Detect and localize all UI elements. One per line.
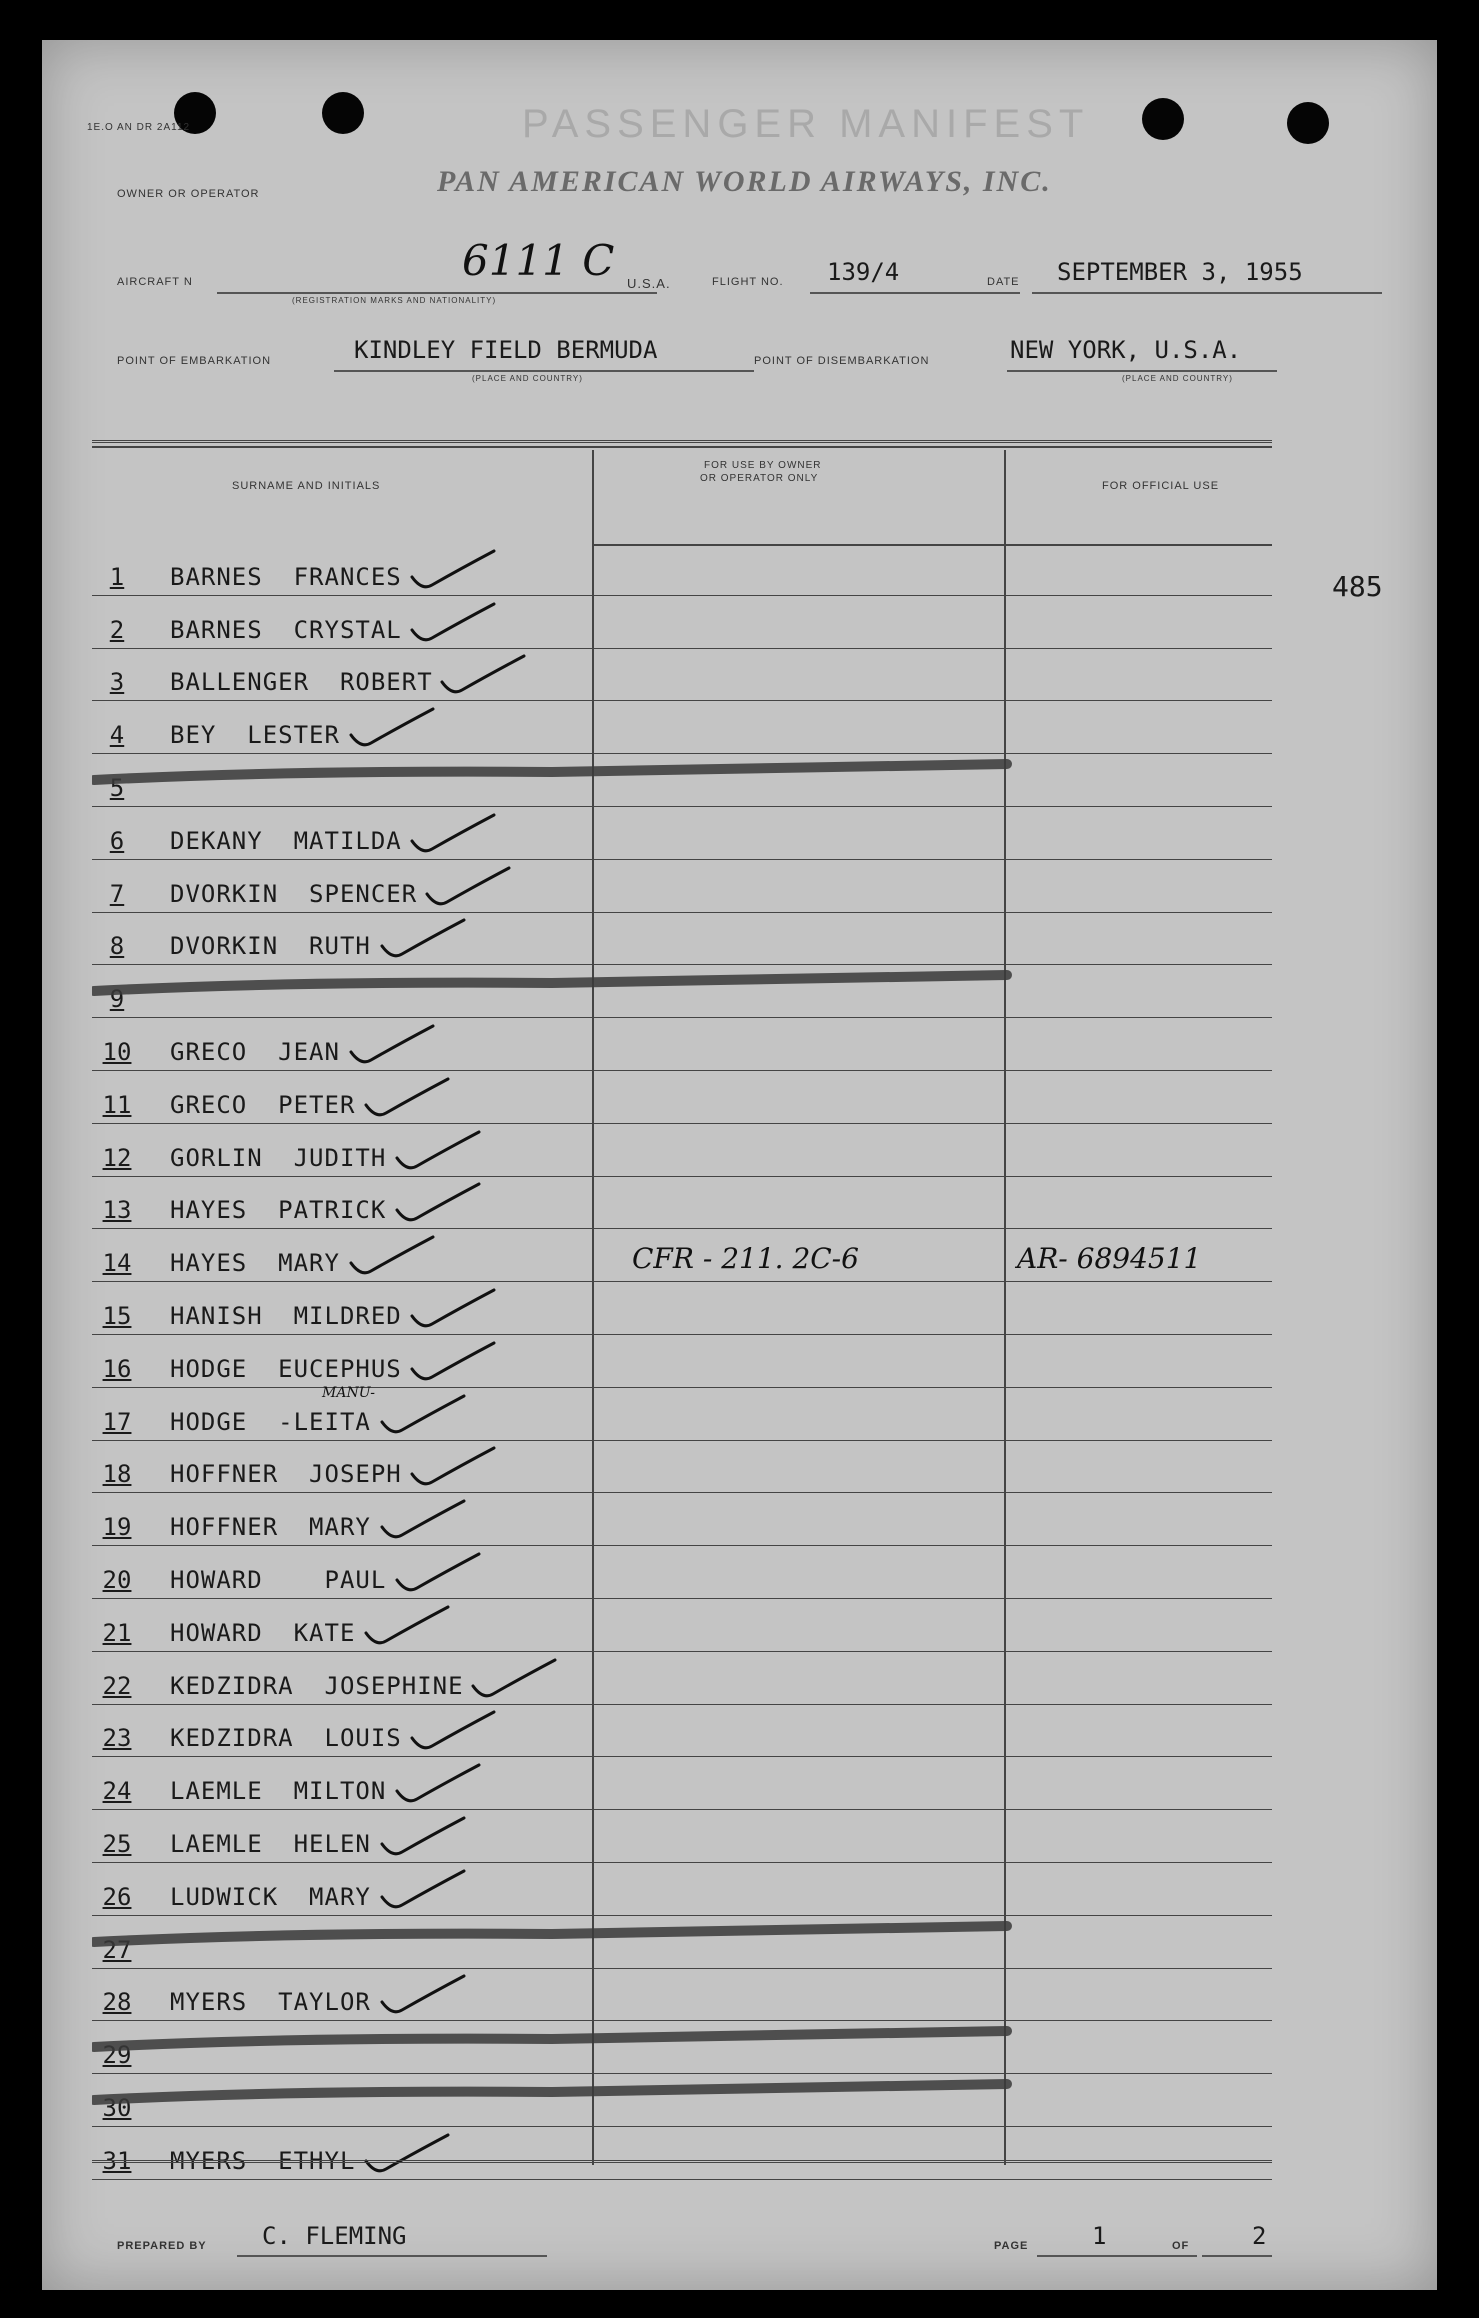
passenger-name: KEDZIDRA JOSEPHINE [170, 1671, 464, 1700]
of-value: 2 [1252, 2222, 1267, 2250]
prepared-label: PREPARED BY [117, 2240, 207, 2252]
passenger-name: DVORKIN RUTH [170, 932, 371, 961]
page-value: 1 [1092, 2222, 1107, 2250]
embark-label: POINT OF EMBARKATION [117, 355, 272, 367]
row-number: 5 [109, 773, 125, 802]
row-rule [92, 1123, 1272, 1124]
passenger-name: KEDZIDRA LOUIS [170, 1724, 402, 1753]
check-mark-icon [408, 600, 498, 646]
passenger-name: HANISH MILDRED [170, 1301, 402, 1330]
check-mark-icon [378, 1392, 468, 1438]
table-row [92, 1384, 1272, 1442]
row-number: 30 [102, 2093, 132, 2122]
passenger-name: MYERS ETHYL [170, 2146, 356, 2175]
passenger-name: HOWARD KATE [170, 1618, 356, 1647]
row-number: 2 [109, 615, 125, 644]
row-number: 17 [102, 1407, 132, 1436]
form-code: 1E.O AN DR 2A112 [87, 122, 191, 133]
table-row [92, 755, 1272, 808]
check-mark-icon [408, 547, 498, 593]
embark-value: KINDLEY FIELD BERMUDA [354, 336, 658, 364]
handwritten-insert: MANU- [322, 1384, 375, 1401]
owner-label: OWNER OR OPERATOR [117, 188, 260, 200]
strike-through-mark [92, 961, 1012, 1009]
row-number: 20 [102, 1565, 132, 1594]
passenger-name: HOFFNER JOSEPH [170, 1460, 402, 1489]
check-mark-icon [362, 1075, 452, 1121]
table-row [92, 544, 1272, 597]
row-number: 1 [109, 562, 125, 591]
owner-note: CFR - 211. 2C-6 [632, 1242, 859, 1276]
date-value: SEPTEMBER 3, 1955 [1057, 258, 1303, 286]
prepared-value: C. FLEMING [262, 2222, 407, 2250]
passenger-name: DEKANY MATILDA [170, 826, 402, 855]
table-row [92, 1336, 1272, 1389]
table-row [92, 1178, 1272, 1231]
passenger-name: LUDWICK MARY [170, 1882, 371, 1911]
check-mark-icon [378, 1867, 468, 1913]
table-row [92, 650, 1272, 703]
row-rule [92, 1387, 1272, 1388]
table-row [92, 1019, 1272, 1072]
table-row [92, 914, 1272, 967]
embark-caption: (PLACE AND COUNTRY) [472, 374, 583, 383]
row-number: 11 [102, 1090, 132, 1119]
passenger-name: BEY LESTER [170, 721, 340, 750]
page-label: PAGE [994, 2240, 1029, 2252]
column-header-surname: SURNAME AND INITIALS [232, 480, 381, 492]
row-rule [92, 1968, 1272, 1969]
passenger-table [92, 440, 1272, 2175]
check-mark-icon [393, 1550, 483, 1596]
check-mark-icon [347, 1022, 437, 1068]
column-header-official: FOR OFFICIAL USE [1102, 480, 1220, 492]
punch-hole-right-1 [1142, 98, 1184, 140]
row-number: 18 [102, 1460, 132, 1489]
check-mark-icon [347, 1233, 437, 1279]
table-row [92, 1283, 1272, 1336]
row-rule [92, 648, 1272, 649]
table-row [92, 1864, 1272, 1917]
row-rule [92, 1809, 1272, 1810]
passenger-name: LAEMLE MILTON [170, 1777, 387, 1806]
table-row [92, 1653, 1272, 1706]
row-rule [92, 1704, 1272, 1705]
passenger-name: LAEMLE HELEN [170, 1829, 371, 1858]
row-rule [92, 1756, 1272, 1757]
row-number: 22 [102, 1671, 132, 1700]
row-number: 13 [102, 1196, 132, 1225]
row-number: 28 [102, 1988, 132, 2017]
passenger-name: HODGE EUCEPHUS [170, 1354, 402, 1383]
table-row [92, 966, 1272, 1019]
row-rule [92, 2179, 1272, 2180]
row-number: 6 [109, 826, 125, 855]
row-rule [92, 1440, 1272, 1441]
manifest-sheet [42, 40, 1437, 2290]
row-number: 26 [102, 1882, 132, 1911]
passenger-name: HOWARD PAUL [170, 1565, 387, 1594]
of-label: OF [1172, 2240, 1190, 2252]
row-rule [92, 2126, 1272, 2127]
passenger-name: BARNES FRANCES [170, 562, 402, 591]
row-rule [92, 912, 1272, 913]
row-rule [92, 1492, 1272, 1493]
column-header-owner-line2: OR OPERATOR ONLY [700, 473, 819, 484]
check-mark-icon [378, 916, 468, 962]
row-rule [92, 806, 1272, 807]
row-number: 9 [109, 985, 125, 1014]
row-number: 3 [109, 668, 125, 697]
check-mark-icon [378, 1972, 468, 2018]
strike-through-mark [92, 2070, 1012, 2118]
check-mark-icon [393, 1128, 483, 1174]
registration-caption: (REGISTRATION MARKS AND NATIONALITY) [292, 296, 497, 305]
table-row [92, 702, 1272, 755]
row-rule [92, 859, 1272, 860]
table-row [92, 1125, 1272, 1178]
row-number: 4 [109, 721, 125, 750]
row-number: 27 [102, 1935, 132, 1964]
row-number: 31 [102, 2146, 132, 2175]
row-rule [92, 1176, 1272, 1177]
passenger-name: GRECO JEAN [170, 1037, 340, 1066]
official-note: AR- 6894511 [1017, 1242, 1202, 1276]
strike-through-mark [92, 750, 1012, 798]
table-row [92, 1230, 1272, 1283]
passenger-name: GORLIN JUDITH [170, 1143, 387, 1172]
passenger-name: HAYES MARY [170, 1249, 340, 1278]
check-mark-icon [469, 1656, 559, 1702]
table-row [92, 1970, 1272, 2023]
table-row [92, 1072, 1272, 1125]
check-mark-icon [438, 652, 528, 698]
table-row [92, 1442, 1272, 1495]
flight-label: FLIGHT NO. [712, 276, 784, 288]
passenger-name: HOFFNER MARY [170, 1513, 371, 1542]
disembark-label: POINT OF DISEMBARKATION [754, 355, 930, 367]
table-row [92, 597, 1272, 650]
punch-hole-right-2 [1287, 102, 1329, 144]
row-rule [92, 1334, 1272, 1335]
check-mark-icon [423, 864, 513, 910]
check-mark-icon [393, 1180, 483, 1226]
flight-value: 139/4 [827, 258, 900, 286]
check-mark-icon [347, 705, 437, 751]
check-mark-icon [408, 1339, 498, 1385]
side-number: 485 [1332, 570, 1383, 603]
check-mark-icon [408, 1444, 498, 1490]
row-number: 24 [102, 1777, 132, 1806]
passenger-name: HODGE -LEITA [170, 1407, 371, 1436]
table-row [92, 2128, 1272, 2181]
table-row [92, 1706, 1272, 1759]
row-rule [92, 1017, 1272, 1018]
disembark-value: NEW YORK, U.S.A. [1010, 336, 1242, 364]
date-label: DATE [987, 276, 1020, 288]
row-rule [92, 700, 1272, 701]
passenger-name: HAYES PATRICK [170, 1196, 387, 1225]
row-number: 21 [102, 1618, 132, 1647]
row-number: 7 [109, 879, 125, 908]
table-row [92, 1758, 1272, 1811]
table-row [92, 808, 1272, 861]
row-number: 23 [102, 1724, 132, 1753]
row-rule [92, 1228, 1272, 1229]
passenger-name: DVORKIN SPENCER [170, 879, 418, 908]
row-number: 19 [102, 1513, 132, 1542]
aircraft-value: 6111 C [462, 236, 615, 285]
aircraft-label: AIRCRAFT N [117, 276, 193, 288]
check-mark-icon [408, 811, 498, 857]
row-number: 14 [102, 1249, 132, 1278]
table-row [92, 1600, 1272, 1653]
table-row [92, 2075, 1272, 2128]
row-number: 16 [102, 1354, 132, 1383]
check-mark-icon [362, 2131, 452, 2177]
row-number: 15 [102, 1301, 132, 1330]
check-mark-icon [362, 1603, 452, 1649]
strike-through-mark [92, 1912, 1012, 1960]
table-row [92, 1811, 1272, 1864]
manifest-title: PASSENGER MANIFEST [522, 102, 1090, 146]
row-rule [92, 1598, 1272, 1599]
check-mark-icon [378, 1814, 468, 1860]
row-number: 8 [109, 932, 125, 961]
row-rule [92, 1651, 1272, 1652]
row-rule [92, 1070, 1272, 1071]
row-rule [92, 1545, 1272, 1546]
passenger-name: MYERS TAYLOR [170, 1988, 371, 2017]
row-number: 12 [102, 1143, 132, 1172]
row-number: 25 [102, 1829, 132, 1858]
table-row [92, 1547, 1272, 1600]
check-mark-icon [378, 1497, 468, 1543]
passenger-name: BARNES CRYSTAL [170, 615, 402, 644]
table-row [92, 1917, 1272, 1970]
table-row [92, 1494, 1272, 1547]
strike-through-mark [92, 2017, 1012, 2065]
row-number: 10 [102, 1037, 132, 1066]
check-mark-icon [393, 1761, 483, 1807]
check-mark-icon [408, 1708, 498, 1754]
disembark-caption: (PLACE AND COUNTRY) [1122, 374, 1233, 383]
passenger-name: GRECO PETER [170, 1090, 356, 1119]
usa-label: U.S.A. [627, 276, 671, 291]
table-row [92, 2022, 1272, 2075]
passenger-name: BALLENGER ROBERT [170, 668, 433, 697]
check-mark-icon [408, 1286, 498, 1332]
row-number: 29 [102, 2041, 132, 2070]
punch-hole-left-2 [322, 92, 364, 134]
row-rule [92, 1862, 1272, 1863]
owner-value: PAN AMERICAN WORLD AIRWAYS, INC. [437, 165, 1052, 198]
row-rule [92, 595, 1272, 596]
row-rule [92, 1281, 1272, 1282]
table-row [92, 861, 1272, 914]
column-header-owner-line1: FOR USE BY OWNER [704, 460, 822, 471]
